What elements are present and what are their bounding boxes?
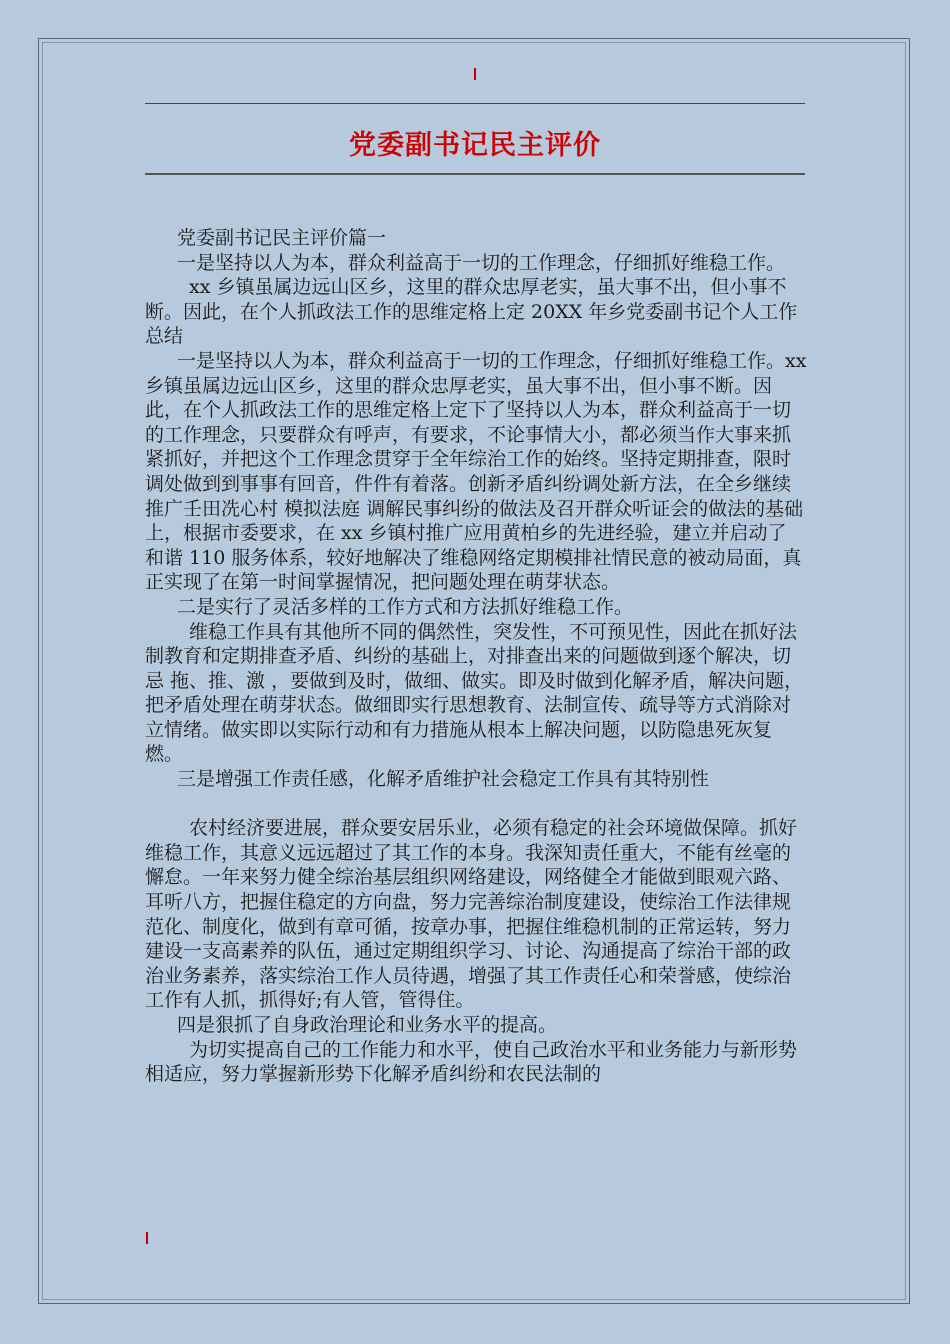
paragraph: xx 乡镇虽属边远山区乡，这里的群众忠厚老实，虽大事不出，但小事不断。因此，在个人抓政法工作的思维定格上定 20XX 年乡党委副书记个人工作总结 xyxy=(145,276,798,348)
paragraph: 一是坚持以人为本，群众利益高于一切的工作理念，仔细抓好维稳工作。xx 乡镇虽属边远山区乡，这里的群众忠厚老实，虽大事不出，但小事不断。因此，在个人抓政法工作的思维定格上定下了坚持以人为本，群众利益高于一切的工作理念，只要群众有呼声，有要求，不论事情大小，都必须当作大事来抓紧抓好，并把这个工作理念贯穿于全年综治工作的始终。坚持定期排查，限时调处做到到事事有回音，件件有着落。创新矛盾纠纷调处新方法，在全乡继续推广壬田冼心村 模拟法庭 调解民事纠纷的做法及召开群众听证会的做法的基础上，根据市委要求，在 xx 乡镇村推广应用黄柏乡的先进经验，建立并启动了 和谐 110 服务体系，较好地解决了维稳网络定期模排社情民意的被动局面，真正实现了在第一时间掌握情况，把问题处理在萌芽状态。 xyxy=(145,349,807,594)
header-rule xyxy=(145,103,805,104)
paragraph: 二是实行了灵活多样的工作方式和方法抓好维稳工作。 xyxy=(177,595,634,618)
paragraph: 一是坚持以人为本，群众利益高于一切的工作理念，仔细抓好维稳工作。 xyxy=(177,251,786,274)
document-body xyxy=(145,226,807,1087)
title-rule xyxy=(145,173,805,175)
header-mark xyxy=(474,68,476,80)
footer-mark xyxy=(146,1232,148,1244)
paragraph: 为切实提高自己的工作能力和水平，使自己政治水平和业务能力与新形势相适应，努力掌握新形势下化解矛盾纠纷和农民法制的 xyxy=(145,1038,798,1086)
paragraph: 维稳工作具有其他所不同的偶然性，突发性，不可预见性，因此在抓好法制教育和定期排查矛盾、纠纷的基础上，对排查出来的问题做到逐个解决，切忌 拖、推、激 ，要做到及时，做细、做实。即及时做到化解矛盾，解决问题，把矛盾处理在萌芽状态。做细即实行思想教育、法制宣传、疏导等方式消除对立情绪。做实即以实际行动和有力措施从根本上解决问题，以防隐患死灰复燃。 xyxy=(145,620,804,766)
section-heading: 党委副书记民主评价篇一 xyxy=(177,227,387,249)
document-title: 党委副书记民主评价 xyxy=(349,130,601,161)
paragraph: 农村经济要进展，群众要安居乐业，必须有稳定的社会环境做保障。抓好维稳工作，其意义远远超过了其工作的本身。我深知责任重大，不能有丝毫的懈怠。一年来努力健全综治基层组织网络建设，网络健全才能做到眼观六路、耳听八方，把握住稳定的方向盘，努力完善综治制度建设，使综治工作法律规范化、制度化，做到有章可循，按章办事，把握住维稳机制的正常运转，努力建设一支高素养的队伍，通过定期组织学习、讨论、沟通提高了综治干部的政治业务素养，落实综治工作人员待遇，增强了其工作责任心和荣誉感，使综治工作有人抓，抓得好;有人管，管得住。 xyxy=(145,817,798,1012)
blank-line xyxy=(145,792,807,817)
paragraph: 四是狠抓了自身政治理论和业务水平的提高。 xyxy=(177,1014,558,1036)
paragraph: 三是增强工作责任感，化解矛盾维护社会稳定工作具有其特别性 xyxy=(177,768,710,791)
